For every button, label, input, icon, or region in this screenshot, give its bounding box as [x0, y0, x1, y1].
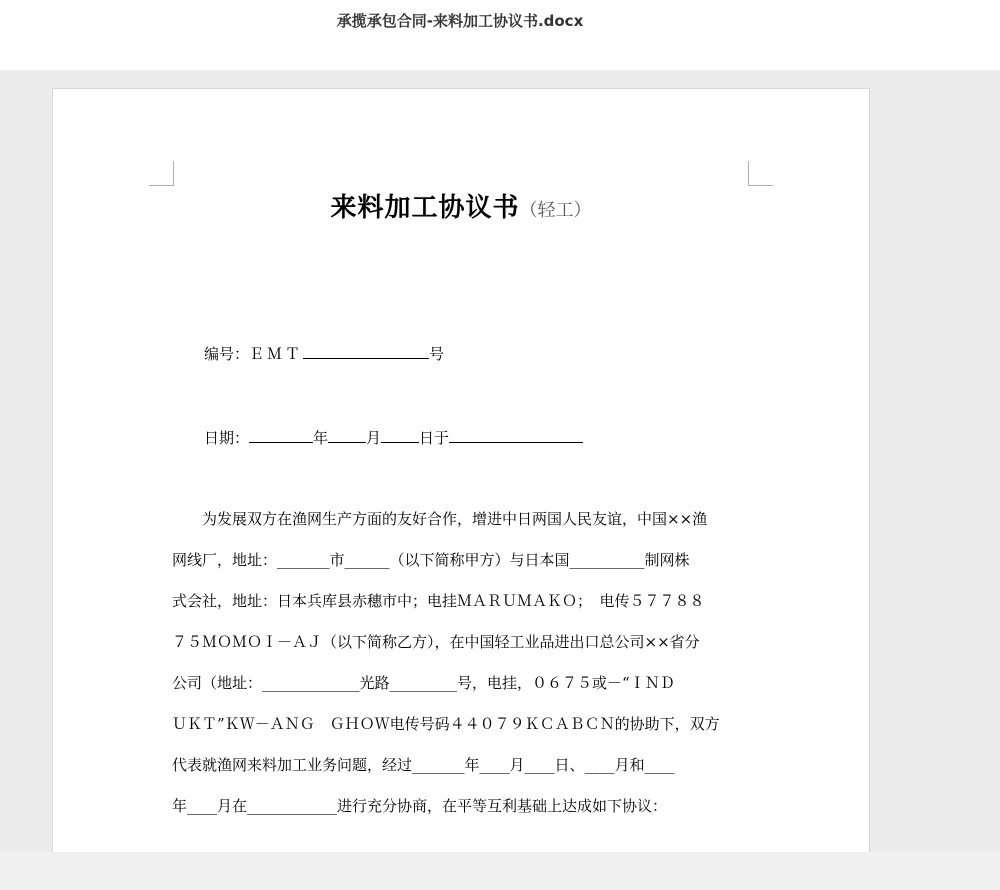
paragraph-text: ＵＫＴ”ＫＷ－ＡＮＧ ＧＨＯＷ电传号码４４０７９ＫＣＡＢＣＮ的协助下，双方 — [172, 715, 720, 733]
date-year: 年 — [313, 429, 329, 447]
title-main: 来料加工协议书 — [330, 193, 520, 223]
number-label: 编号： — [204, 345, 250, 363]
paragraph-text: ____ — [479, 756, 510, 774]
paragraph-text: 公司（地址： — [172, 674, 263, 692]
paragraph-line — [172, 499, 752, 540]
document-filename: 承揽承包合同-来料加工协议书.docx — [336, 12, 584, 30]
paragraph-text: ____ — [524, 756, 555, 774]
paragraph-text: 日、 — [554, 756, 585, 774]
paragraph-line — [172, 581, 752, 622]
number-prefix: ＥＭＴ — [249, 345, 304, 363]
document-page[interactable] — [53, 89, 869, 852]
paragraph-text: ____ — [644, 756, 675, 774]
paragraph-text: 月 — [509, 756, 525, 774]
date-month-blank — [328, 428, 366, 443]
paragraph-text: ____ — [187, 797, 218, 815]
paragraph-line — [172, 663, 752, 704]
paragraph-text: ____________ — [247, 797, 338, 815]
bottom-strip — [0, 852, 1000, 890]
paragraph-line — [172, 540, 752, 581]
paragraph-text: 为发展双方在渔网生产方面的友好合作，增进中日两国人民友谊，中国××渔 — [172, 510, 708, 528]
margin-corner-mark-left — [149, 161, 174, 186]
paragraph-line — [172, 704, 752, 745]
paragraph-text: （以下简称甲方）与日本国 — [389, 551, 570, 569]
paragraph-text: ______ — [344, 551, 390, 569]
paragraph-text: 进行充分协商，在平等互利基础上达成如下协议： — [337, 797, 668, 815]
date-line — [204, 427, 583, 448]
paragraph-text: _______ — [412, 756, 465, 774]
paragraph-text: 网线厂，地址： — [172, 551, 278, 569]
paragraph-text: 月和 — [614, 756, 645, 774]
paragraph-line — [172, 745, 752, 786]
paragraph-line — [172, 622, 752, 663]
paragraph-text: 制网株 — [644, 551, 690, 569]
paragraph-text: _______ — [277, 551, 330, 569]
body-paragraph — [172, 499, 752, 827]
paragraph-text: _________ — [389, 674, 458, 692]
paragraph-text: ____ — [584, 756, 615, 774]
date-day-at: 日于 — [419, 429, 450, 447]
title-subtitle: （轻工） — [519, 200, 592, 221]
paragraph-text: 式会社，地址：日本兵库县赤穗市中；电挂ＭＡＲＵＭＡＫＯ； 电传５７７８８ — [172, 592, 705, 610]
number-suffix: 号 — [429, 345, 445, 363]
paragraph-text: __________ — [569, 551, 645, 569]
paragraph-text: 代表就渔网来料加工业务问题，经过 — [172, 756, 413, 774]
paragraph-text: 月在 — [217, 797, 248, 815]
date-day-blank — [381, 428, 419, 443]
date-label: 日期： — [204, 429, 250, 447]
document-viewport[interactable] — [0, 70, 1000, 852]
title-bar — [0, 0, 1000, 70]
number-blank — [303, 344, 429, 359]
margin-corner-mark-right — [748, 161, 773, 186]
date-month: 月 — [366, 429, 382, 447]
paragraph-text: 年 — [464, 756, 480, 774]
paragraph-text: _____________ — [262, 674, 360, 692]
paragraph-text: ７５ＭＯＭＯＩ－ＡＪ（以下简称乙方），在中国轻工业品进出口总公司××省分 — [172, 633, 700, 651]
contract-number-line — [204, 343, 444, 364]
document-title — [53, 187, 869, 224]
date-place-blank — [449, 428, 583, 443]
paragraph-text: 号，电挂，０６７５或－“ＩＮＤ — [457, 674, 675, 692]
paragraph-line — [172, 786, 752, 827]
paragraph-text: 年 — [172, 797, 188, 815]
paragraph-text: 市 — [329, 551, 345, 569]
date-year-blank — [249, 428, 313, 443]
paragraph-text: 光路 — [359, 674, 390, 692]
